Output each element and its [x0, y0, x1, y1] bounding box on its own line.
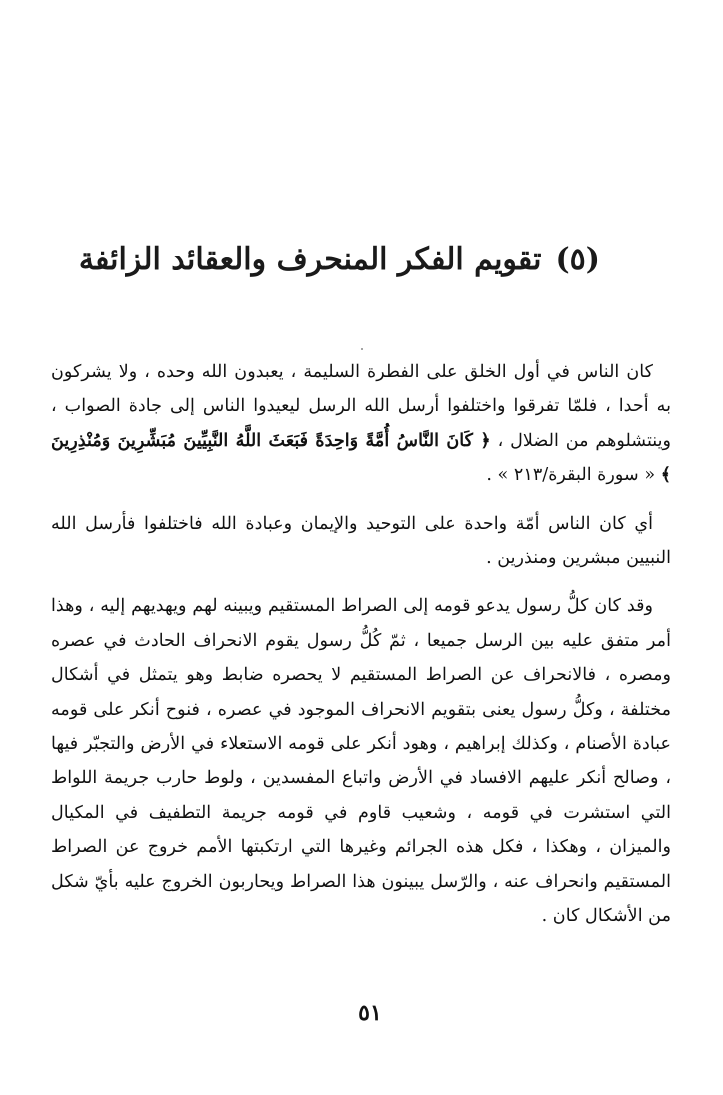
paragraph-1-text: كان الناس في أول الخلق على الفطرة السليمة ، يعبدون الله وحده ، ولا يشركون به أحدا ، فلمّا تفرقوا واختلفوا أرسل الله الرسل ليعيدوا الناس إلى جادة الصواب ، وينتشلوهم من الضلال ، [51, 362, 671, 451]
paragraph-2: أي كان الناس أمّة واحدة على التوحيد والإيمان وعبادة الله فاختلفوا فأرسل الله النبيين مبشرين ومنذرين . [51, 513, 671, 569]
verse-reference: « سورة البقرة/٢١٣ » . [486, 465, 661, 486]
page-number: ٥١ [358, 1000, 382, 1026]
chapter-title: تقويم الفكر المنحرف والعقائد الزائفة [78, 242, 542, 278]
paragraph-3: وقد كان كلُّ رسول يدعو قومه إلى الصراط المستقيم ويبينه لهم ويهديهم إليه ، وهذا أمر متفق عليه بين الرسل جميعا ، ثمّ كُلُّ رسول يقوم الانحراف الحادث في عصره ومصره ، فالانحراف عن الصراط المستقيم لا يحصره ضابط وهو يتمثل في أشكال مختلفة ، وكلُّ رسول يعنى بتقويم الانحراف الموجود في عصره ، فنوح أنكر على قومه عبادة الأصنام ، وكذلك إبراهيم ، وهود أنكر على قومه الاستعلاء في الأرض والتجبّر فيها ، وصالح أنكر عليهم الافساد في الأرض واتباع المفسدين ، ولوط حارب جريمة اللواط التي استشرت في قومه ، وشعيب قاوم في قومه جريمة التطفيف في المكيال والميزان ، وهكذا ، فكل هذه الجرائم وغيرها التي ارتكبتها الأمم خروج عن الصراط المستقيم وانحراف عنه ، والرّسل يبينون هذا الصراط ويحاربون الخروج عليه بأيّ شكل من الأشكال كان . [51, 596, 671, 927]
quran-verse: ﴿ كَانَ النَّاسُ أُمَّةً وَاحِدَةً فَبَعَثَ اللَّهُ النَّبِيِّينَ مُبَشِّرِينَ وَمُنْذِرِينَ ﴾ [51, 429, 671, 486]
chapter-number: (٥) [555, 242, 600, 278]
center-dot-mark [361, 348, 363, 350]
paragraph-1 [51, 355, 671, 493]
chapter-heading [78, 235, 600, 285]
page-body [51, 355, 671, 934]
